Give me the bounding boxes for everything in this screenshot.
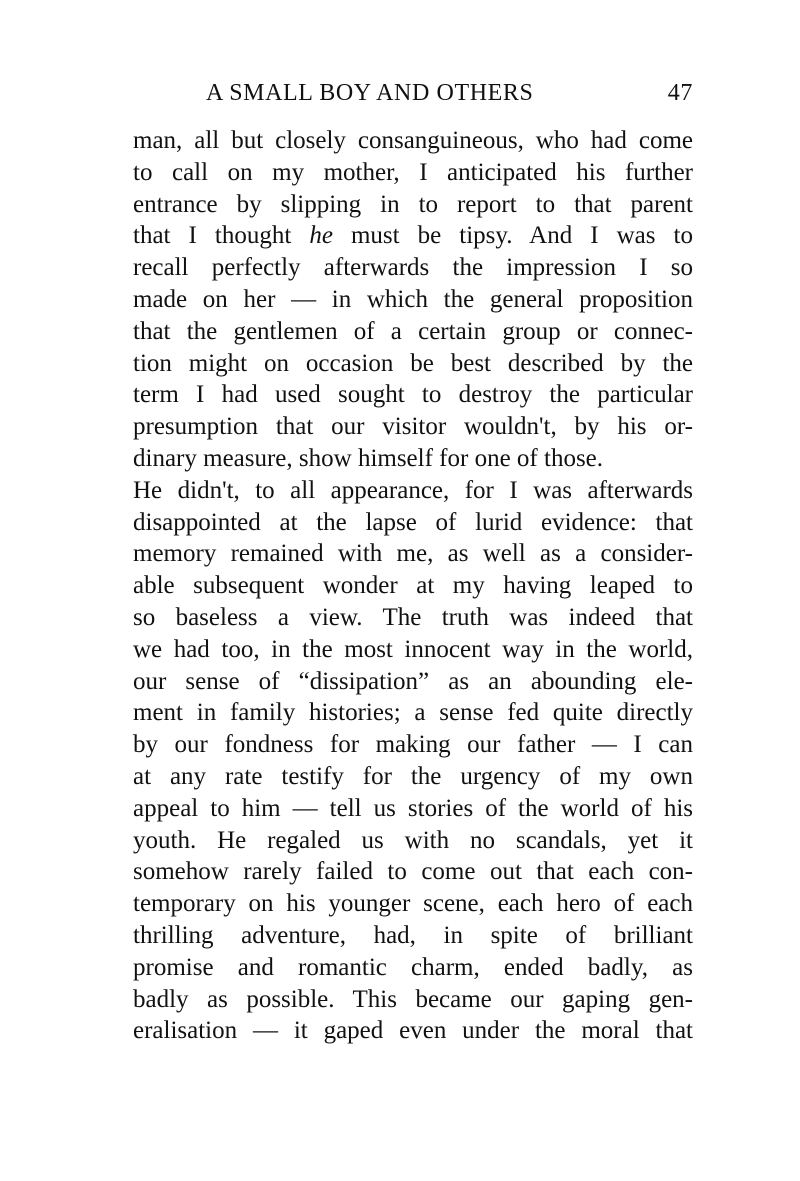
text-line: by our fondness for making our father — I can <box>133 731 693 759</box>
text-line: dinary measure, show himself for one of those. <box>133 444 604 472</box>
text-line: term I had used sought to destroy the particular <box>133 381 693 409</box>
text-line: He didn't, to all appearance, for I was afterwards <box>133 476 693 504</box>
text-line: our sense of “dissipation” as an abounding ele- <box>133 667 693 695</box>
text-line: badly as possible. This became our gaping gen- <box>133 985 693 1013</box>
text-line: temporary on his younger scene, each hero of each <box>133 890 693 918</box>
text-line: that the gentlemen of a certain group or connec- <box>133 317 693 345</box>
text-line: presumption that our visitor wouldn't, by his or- <box>133 413 693 441</box>
text-line: to call on my mother, I anticipated his further <box>133 158 693 186</box>
text-line: at any rate testify for the urgency of my own <box>133 762 693 790</box>
text-line: memory remained with me, as well as a consider- <box>133 540 693 568</box>
text-line: made on her — in which the general proposition <box>133 285 693 313</box>
page-number: 47 <box>667 80 693 106</box>
text-line: eralisation — it gaped even under the moral that <box>133 1017 693 1045</box>
text-line: ment in family histories; a sense fed quite directly <box>133 699 693 727</box>
running-head <box>133 80 693 112</box>
text-line: that I thought he must be tipsy. And I was to <box>133 222 693 250</box>
text-line: tion might on occasion be best described by the <box>133 349 693 377</box>
text-line: able subsequent wonder at my having leaped to <box>133 572 693 600</box>
text-line: we had too, in the most innocent way in the world, <box>133 635 693 663</box>
body-text <box>133 125 693 1047</box>
text-line: appeal to him — tell us stories of the world of his <box>133 794 693 822</box>
text-line: man, all but closely consanguineous, who had come <box>133 127 693 154</box>
emphasis-he: he <box>309 222 333 250</box>
text-line: entrance by slipping in to report to that parent <box>133 190 693 218</box>
text-line: so baseless a view. The truth was indeed that <box>133 603 693 631</box>
text-line: thrilling adventure, had, in spite of brilliant <box>133 921 693 949</box>
text-line: disappointed at the lapse of lurid evidence: that <box>133 508 693 536</box>
text-line: youth. He regaled us with no scandals, yet it <box>133 826 693 854</box>
running-title: A SMALL BOY AND OTHERS <box>206 80 534 106</box>
text-line: promise and romantic charm, ended badly, as <box>133 953 693 981</box>
text-line: recall perfectly afterwards the impression I so <box>133 254 693 282</box>
text-line: somehow rarely failed to come out that each con- <box>133 858 693 886</box>
